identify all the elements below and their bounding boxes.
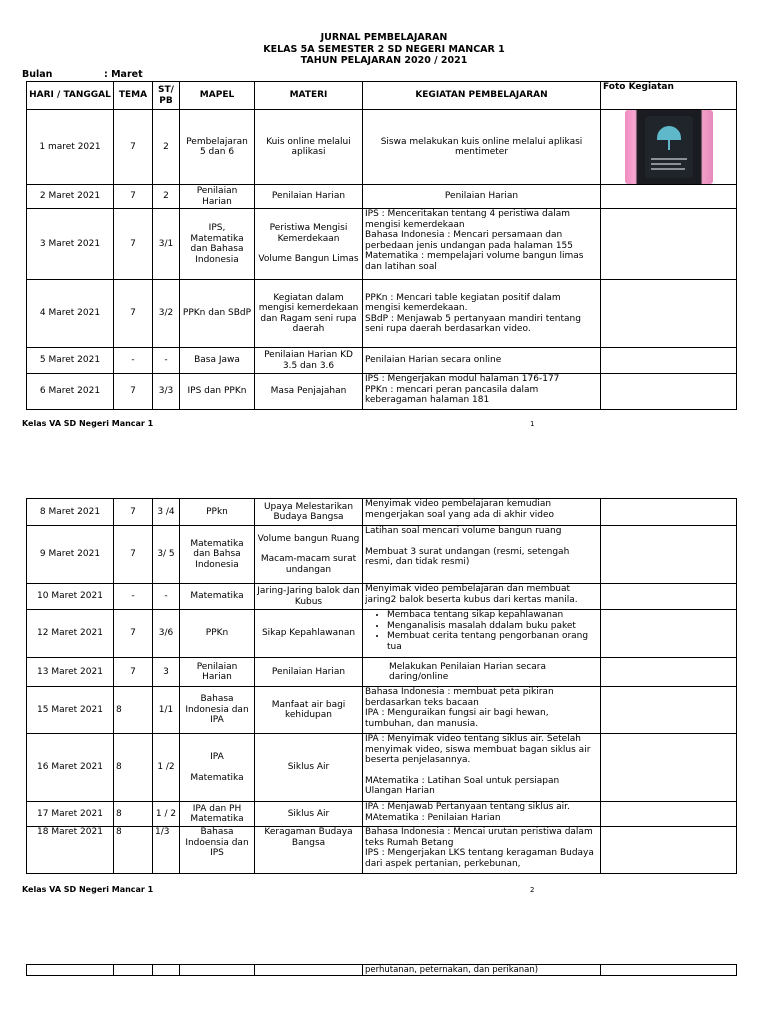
- activity-bullet-list: [365, 610, 598, 652]
- journal-table-page-2: [26, 498, 737, 874]
- cell-foto: [601, 209, 737, 280]
- table-row: [27, 348, 737, 374]
- cell-st: 1 /2: [153, 734, 180, 802]
- cell-kegiatan: perhutanan, peternakan, dan perikanan): [363, 965, 601, 976]
- col-mapel: MAPEL: [180, 82, 255, 110]
- col-foto: Foto Kegiatan: [601, 82, 737, 110]
- cell-tanggal: 15 Maret 2021: [27, 687, 114, 734]
- list-item: • Membuat cerita tentang pengorbanan orang tua: [387, 631, 598, 652]
- cell-materi: [255, 526, 363, 584]
- cell-mapel: Matematika dan Bahsa Indonesia: [180, 526, 255, 584]
- cell-materi: Kegiatan dalam mengisi kemerdekaan dan Ragam seni rupa daerah: [255, 280, 363, 348]
- month-label: [22, 69, 143, 80]
- cell-materi: Upaya Melestarikan Budaya Bangsa: [255, 499, 363, 526]
- cell-foto: [601, 185, 737, 209]
- kegiatan-part: Membuat 3 surat undangan (resmi, setengah resmi, dan tidak resmi): [365, 546, 570, 567]
- cell-materi: Keragaman Budaya Bangsa: [255, 827, 363, 874]
- cell-tema: 8: [114, 734, 153, 802]
- cell-mapel: Penilaian Harian: [180, 658, 255, 687]
- cell-mapel: Penilaian Harian: [180, 185, 255, 209]
- cell-tanggal: 4 Maret 2021: [27, 280, 114, 348]
- cell-mapel: Basa Jawa: [180, 348, 255, 374]
- table-row: [27, 374, 737, 410]
- page-number-2: 2: [530, 886, 535, 894]
- table-row: [27, 280, 737, 348]
- cell-tanggal: 3 Maret 2021: [27, 209, 114, 280]
- cell-materi: Manfaat air bagi kehidupan: [255, 687, 363, 734]
- mapel-part: IPA: [210, 752, 224, 762]
- cell-kegiatan: [363, 610, 601, 658]
- cell-mapel: PPKn dan SBdP: [180, 280, 255, 348]
- cell-foto: [601, 374, 737, 410]
- table-row: [27, 526, 737, 584]
- cell-materi: Siklus Air: [255, 734, 363, 802]
- footer-page-2: Kelas VA SD Negeri Mancar 1: [22, 885, 154, 894]
- phone-screen: [645, 116, 693, 178]
- cell-materi: Jaring-Jaring balok dan Kubus: [255, 584, 363, 610]
- cell-kegiatan: Melakukan Penilaian Harian secara daring/online: [363, 658, 601, 687]
- kegiatan-part: MAtematika : Latihan Soal untuk persiapan Ulangan Harian: [365, 775, 560, 796]
- cell-materi: Penilaian Harian: [255, 658, 363, 687]
- cell-kegiatan: PPKn : Mencari table kegiatan positif dalam mengisi kemerdekaan. SBdP : Menjawab 5 pertanyaan mandiri tentang seni rupa daerah berdasarkan video.: [363, 280, 601, 348]
- cell-tanggal: 16 Maret 2021: [27, 734, 114, 802]
- cell-st: 3/6: [153, 610, 180, 658]
- cell-st: -: [153, 348, 180, 374]
- cell-tema: -: [114, 348, 153, 374]
- cell-tanggal: 12 Maret 2021: [27, 610, 114, 658]
- cell-tanggal: 17 Maret 2021: [27, 802, 114, 827]
- cell-materi: Masa Penjajahan: [255, 374, 363, 410]
- cell-mapel: IPS dan PPKn: [180, 374, 255, 410]
- header-class: KELAS 5A SEMESTER 2 SD NEGERI MANCAR 1: [263, 43, 505, 55]
- materi-part: Volume Bangun Limas: [258, 254, 359, 265]
- cell-foto: [601, 610, 737, 658]
- cell-materi: Penilaian Harian: [255, 185, 363, 209]
- table-row: [27, 687, 737, 734]
- cell-mapel: Pembelajaran 5 dan 6: [180, 110, 255, 185]
- cell-foto: [601, 802, 737, 827]
- col-tema: TEMA: [114, 82, 153, 110]
- cell-mapel: PPkn: [180, 499, 255, 526]
- col-hari: HARI / TANGGAL: [27, 82, 114, 110]
- footer-page-1: Kelas VA SD Negeri Mancar 1: [22, 419, 154, 428]
- cell-foto: [601, 348, 737, 374]
- mapel-part: Matematika: [190, 772, 244, 783]
- cell-tanggal: 13 Maret 2021: [27, 658, 114, 687]
- cell-materi: Kuis online melalui aplikasi: [255, 110, 363, 185]
- table-row: [27, 110, 737, 185]
- list-item: • Membaca tentang sikap kepahlawanan: [387, 610, 598, 621]
- cell-kegiatan: IPS : Mengerjakan modul halaman 176-177 PPKn : mencari peran pancasila dalam keberagaman halaman 181: [363, 374, 601, 410]
- cell-tema: 8: [114, 802, 153, 827]
- cell-materi: [255, 209, 363, 280]
- cell-mapel: IPS, Matematika dan Bahasa Indonesia: [180, 209, 255, 280]
- cell-kegiatan: Menyimak video pembelajaran kemudian mengerjakan soal yang ada di akhir video: [363, 499, 601, 526]
- cell-mapel: PPKn: [180, 610, 255, 658]
- cell-tanggal: 5 Maret 2021: [27, 348, 114, 374]
- cell-tema: [114, 965, 153, 976]
- cell-mapel: Matematika: [180, 584, 255, 610]
- cell-kegiatan: IPS : Menceritakan tentang 4 peristiwa dalam mengisi kemerdekaan Bahasa Indonesia : Mencari persamaan dan perbedaan jenis undangan pada halaman 155 Matematika : mempelajari volume bangun limas dan latihan soal: [363, 209, 601, 280]
- umbrella-icon: [657, 126, 681, 140]
- cell-tema: 7: [114, 110, 153, 185]
- cell-st: 3 /4: [153, 499, 180, 526]
- cell-st: 1/1: [153, 687, 180, 734]
- cell-st: 3: [153, 658, 180, 687]
- cell-materi: Siklus Air: [255, 802, 363, 827]
- cell-materi: Penilaian Harian KD 3.5 dan 3.6: [255, 348, 363, 374]
- col-st: ST/ PB: [153, 82, 180, 110]
- cell-materi: [255, 965, 363, 976]
- cell-mapel: IPA dan PH Matematika: [180, 802, 255, 827]
- cell-st: 3/1: [153, 209, 180, 280]
- cell-kegiatan: Siswa melakukan kuis online melalui aplikasi mentimeter: [363, 110, 601, 185]
- cell-kegiatan: [363, 734, 601, 802]
- cell-tanggal: 2 Maret 2021: [27, 185, 114, 209]
- cell-tanggal: 10 Maret 2021: [27, 584, 114, 610]
- cell-tema: 7: [114, 185, 153, 209]
- cell-tanggal: 9 Maret 2021: [27, 526, 114, 584]
- cell-tema: 7: [114, 658, 153, 687]
- cell-tanggal: [27, 965, 114, 976]
- page-number-1: 1: [530, 420, 535, 428]
- list-item: • Menganalisis masalah ddalam buku paket: [387, 621, 598, 632]
- cell-foto: [601, 499, 737, 526]
- cell-tema: 8: [114, 687, 153, 734]
- cell-st: 2: [153, 110, 180, 185]
- table-row: [27, 185, 737, 209]
- cell-tema: 7: [114, 209, 153, 280]
- table-header-row: [27, 82, 737, 110]
- cell-kegiatan: Penilaian Harian secara online: [363, 348, 601, 374]
- col-kegiatan: KEGIATAN PEMBELAJARAN: [363, 82, 601, 110]
- cell-foto: [601, 965, 737, 976]
- journal-table-page-1: [26, 81, 737, 410]
- cell-mapel: Bahasa Indonesia dan IPA: [180, 687, 255, 734]
- cell-tema: 7: [114, 374, 153, 410]
- cell-st: 3/2: [153, 280, 180, 348]
- cell-tema: 7: [114, 280, 153, 348]
- cell-foto: [601, 734, 737, 802]
- cell-kegiatan: [363, 526, 601, 584]
- cell-tema: 7: [114, 610, 153, 658]
- cell-tanggal: 1 maret 2021: [27, 110, 114, 185]
- header-title: JURNAL PEMBELAJARAN: [320, 32, 448, 43]
- cell-tanggal: 18 Maret 2021: [27, 827, 114, 874]
- cell-mapel: [180, 965, 255, 976]
- cell-st: 1 / 2: [153, 802, 180, 827]
- cell-kegiatan: Bahasa Indonesia : Mencai urutan peristiwa dalam teks Rumah Betang IPS : Mengerjakan LKS tentang keragaman Budaya dari aspek pertanian, perkebunan,: [363, 827, 601, 874]
- cell-st: 3/ 5: [153, 526, 180, 584]
- kegiatan-part: IPA : Menyimak video tentang siklus air. Setelah menyimak video, siswa membuat bagan siklus air beserta penjelasannya.: [365, 734, 591, 765]
- cell-foto: [601, 280, 737, 348]
- kegiatan-part: Latihan soal mencari volume bangun ruang: [365, 526, 562, 536]
- cell-kegiatan: IPA : Menjawab Pertanyaan tentang siklus air. MAtematika : Penilaian Harian: [363, 802, 601, 827]
- materi-part: Macam-macam surat undangan: [260, 554, 357, 575]
- cell-mapel: [180, 734, 255, 802]
- cell-foto: [601, 526, 737, 584]
- cell-tema: 7: [114, 499, 153, 526]
- cell-st: 1/3: [153, 827, 180, 874]
- cell-tanggal: 8 Maret 2021: [27, 499, 114, 526]
- table-row: [27, 827, 737, 874]
- cell-materi: Sikap Kepahlawanan: [255, 610, 363, 658]
- cell-st: -: [153, 584, 180, 610]
- cell-kegiatan: Menyimak video pembelajaran dan membuat jaring2 balok beserta kubus dari kertas manila.: [363, 584, 601, 610]
- cell-foto: [601, 584, 737, 610]
- materi-part: Volume bangun Ruang: [257, 533, 360, 544]
- cell-tema: 7: [114, 526, 153, 584]
- cell-foto: [601, 687, 737, 734]
- table-row: [27, 610, 737, 658]
- document-header: [0, 32, 768, 67]
- table-row: [27, 658, 737, 687]
- table-row: [27, 209, 737, 280]
- cell-kegiatan: Bahasa Indonesia : membuat peta pikiran berdasarkan teks bacaan IPA : Menguraikan fungsi air bagi hewan, tumbuhan, dan manusia.: [363, 687, 601, 734]
- month-label-text: Bulan: [22, 69, 53, 80]
- cell-tema: 8: [114, 827, 153, 874]
- activity-photo: [625, 110, 713, 184]
- table-row: [27, 965, 737, 976]
- cell-st: 2: [153, 185, 180, 209]
- journal-table-page-3: [26, 964, 737, 976]
- cell-tema: -: [114, 584, 153, 610]
- table-row: [27, 499, 737, 526]
- materi-part: Peristiwa Mengisi Kemerdekaan: [269, 223, 348, 244]
- cell-foto: [601, 827, 737, 874]
- cell-tanggal: 6 Maret 2021: [27, 374, 114, 410]
- cell-foto: [601, 658, 737, 687]
- cell-kegiatan: Penilaian Harian: [363, 185, 601, 209]
- cell-mapel: Bahasa Indoensia dan IPS: [180, 827, 255, 874]
- cell-st: [153, 965, 180, 976]
- table-row: [27, 734, 737, 802]
- table-row: [27, 802, 737, 827]
- col-materi: MATERI: [255, 82, 363, 110]
- table-row: [27, 584, 737, 610]
- cell-st: 3/3: [153, 374, 180, 410]
- month-value: : Maret: [104, 69, 143, 80]
- cell-foto: [601, 110, 737, 185]
- header-year: TAHUN PELAJARAN 2020 / 2021: [300, 55, 468, 66]
